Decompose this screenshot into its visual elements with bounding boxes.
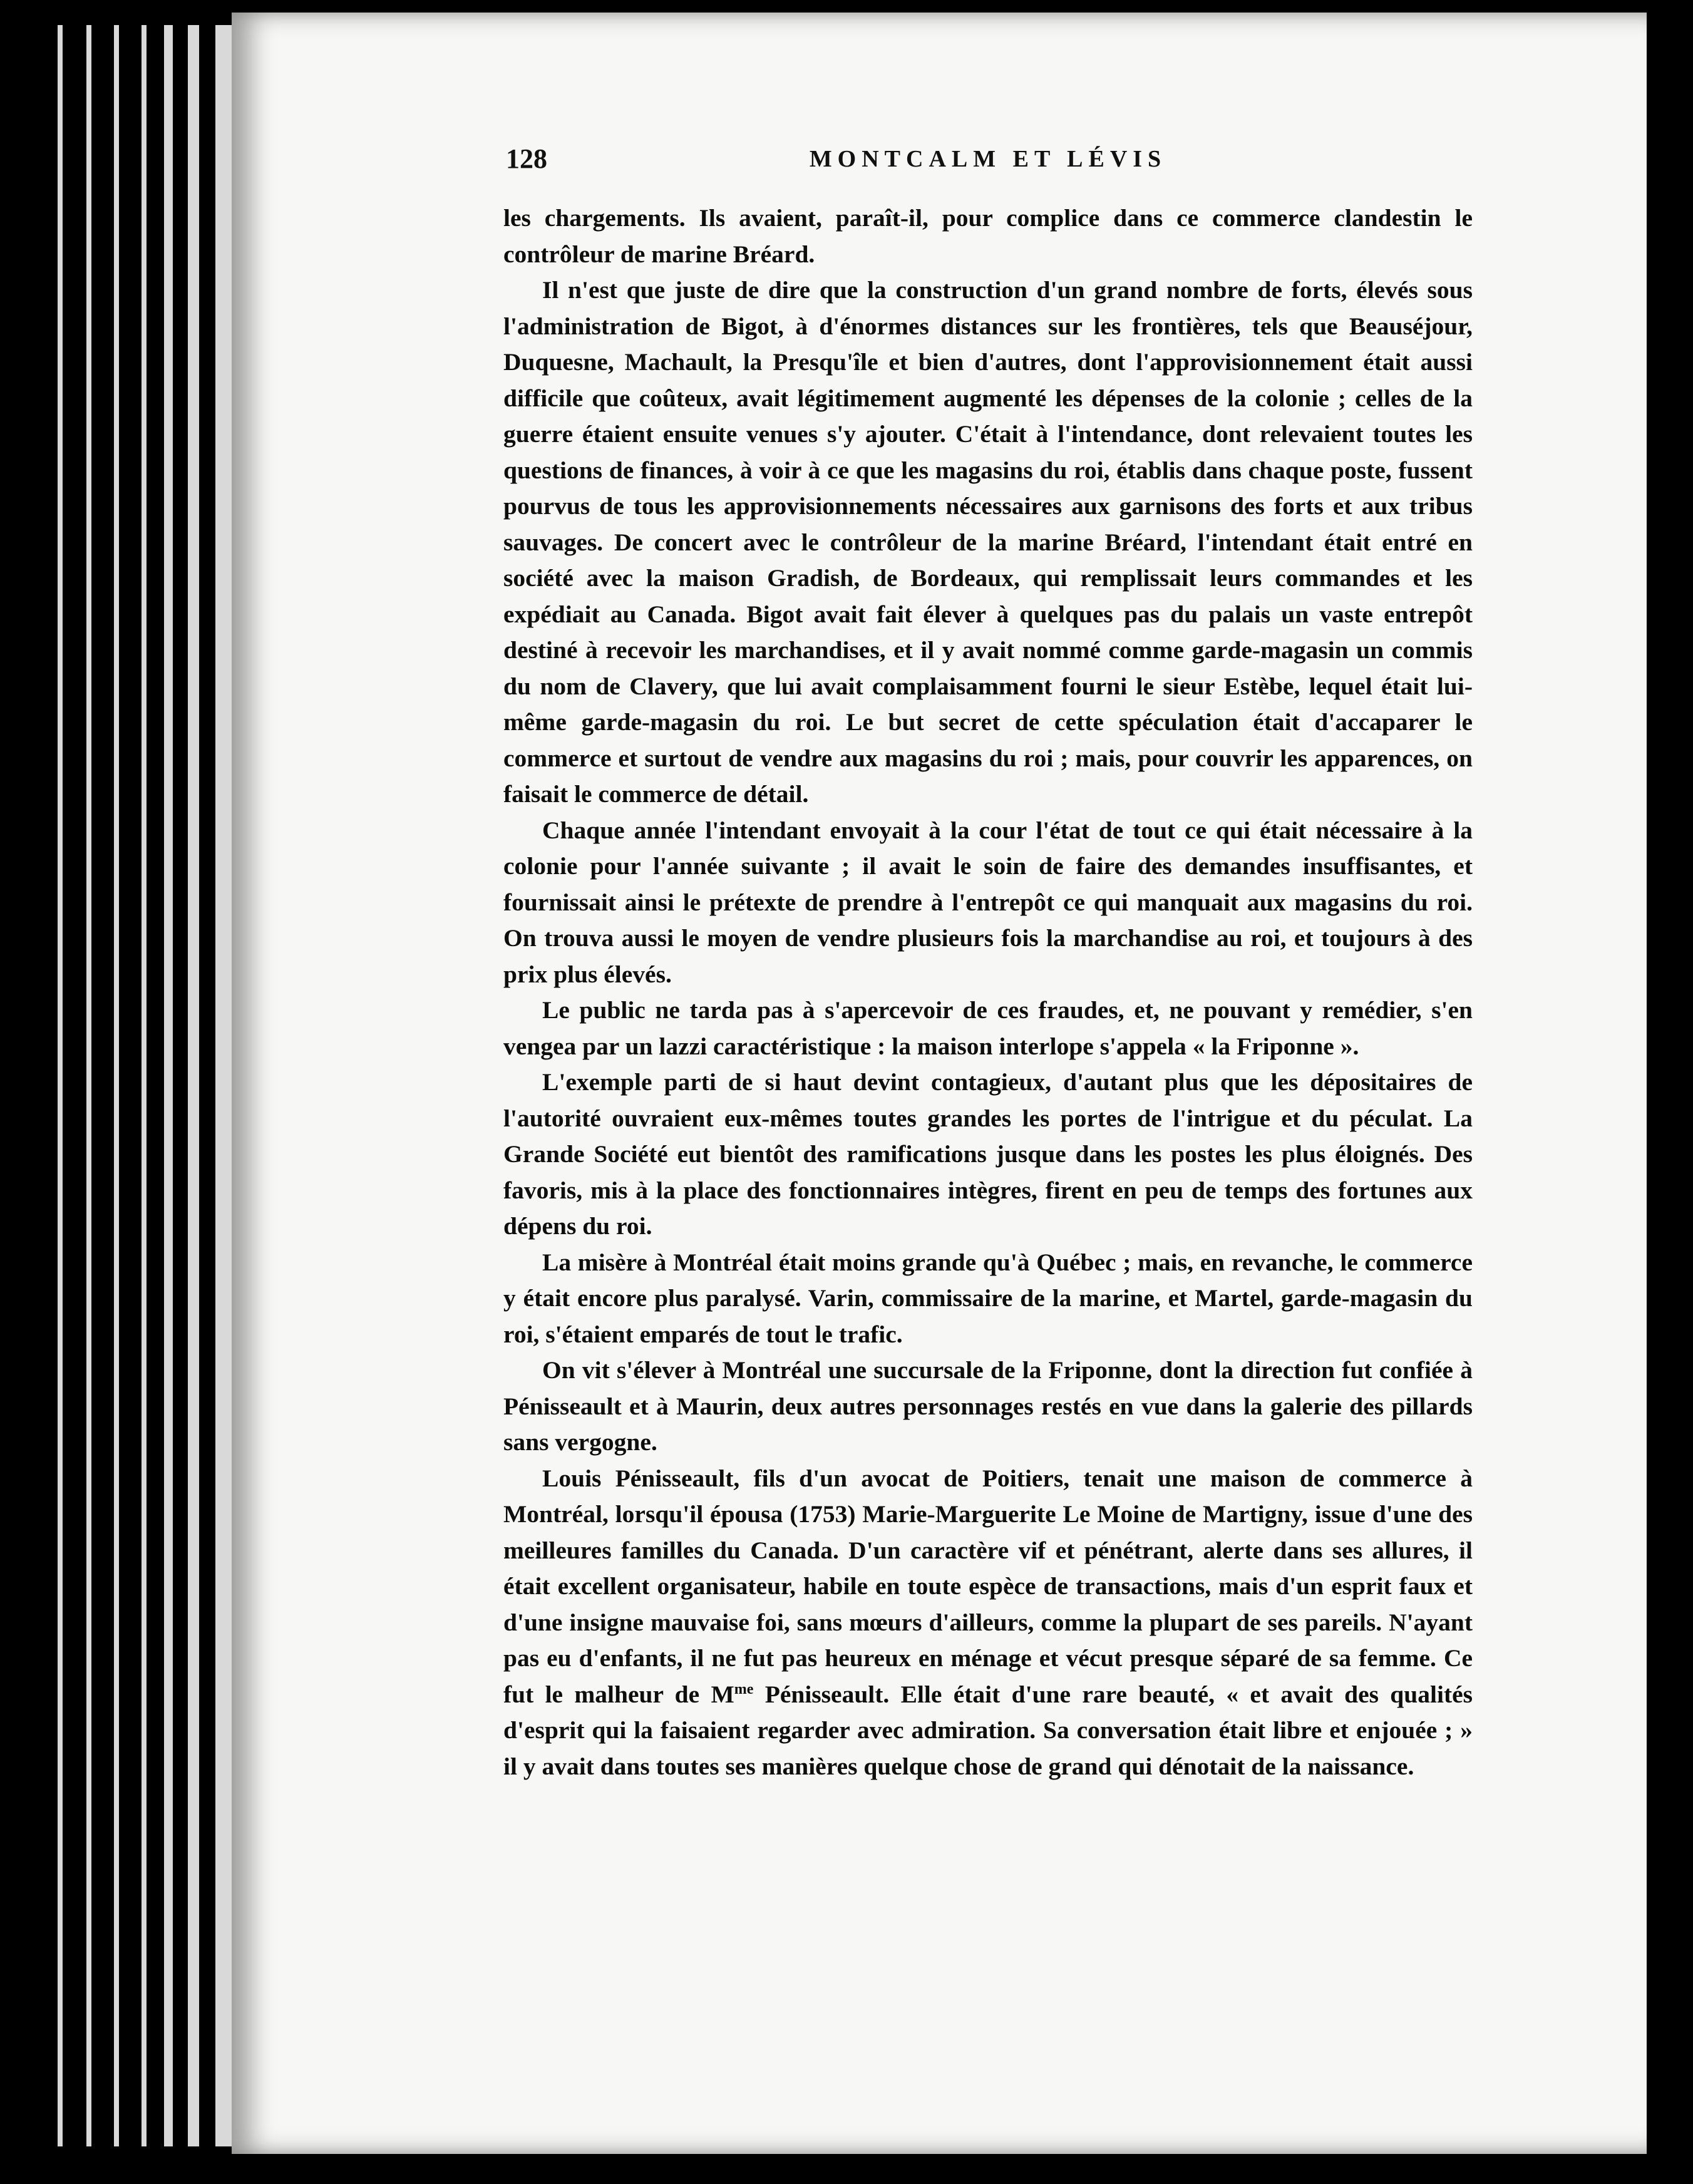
paragraph: les chargements. Ils avaient, paraît-il, pour complice dans ce commerce clandestin le contrôleur de marine Bréard. — [503, 204, 1473, 268]
superscript: me — [734, 1681, 754, 1697]
right-margin-edge — [1647, 0, 1693, 2184]
paragraph: Le public ne tarda pas à s'apercevoir de ces fraudes, et, ne pouvant y remédier, s'en vengea par un lazzi caractéristique : la maison interlope s'appela « la Friponne ». — [503, 996, 1473, 1060]
paragraph: La misère à Montréal était moins grande qu'à Québec ; mais, en revanche, le commerce y était encore plus paralysé. Varin, commissaire de la marine, et Martel, garde-magasin du roi, s'étaient emparés de tout le trafic. — [503, 1248, 1473, 1348]
page-header — [506, 143, 1470, 180]
text-segment: Louis Pénisseault, fils d'un avocat de Poitiers, tenait une maison de commerce à Montréal, lorsqu'il épousa (1753) Marie-Marguerite Le Moine de Martigny, issue d'une des meilleures familles du Canada. D'un caractère vif et pénétrant, alerte dans ses allures, il était excellent organisateur, habile en toute espèce de transactions, mais d'un esprit faux et d'une insigne mauvaise foi, sans mœurs d'ailleurs, comme la plupart de ses pareils. N'ayant pas eu d'enfants, il ne fut pas heureux en ménage et vécut presque séparé de sa femme. Ce fut le malheur de M — [503, 1464, 1473, 1708]
running-title: MONTCALM ET LÉVIS — [809, 146, 1167, 172]
paragraph: On vit s'élever à Montréal une succursale de la Friponne, dont la direction fut confiée à Pénisseault et à Maurin, deux autres personnages restés en vue dans la galerie des pillards sans vergogne. — [503, 1356, 1473, 1456]
paragraph: Il n'est que juste de dire que la construction d'un grand nombre de forts, élevés sous l'administration de Bigot, à d'énormes distances sur les frontières, tels que Beauséjour, Duquesne, Machault, la Presqu'île et bien d'autres, dont l'approvisionnement était aussi difficile que coûteux, avait légitimement augmenté les dépenses de la colonie ; celles de la guerre étaient ensuite venues s'y ajouter. C'était à l'intendance, dont relevaient toutes les questions de finances, à voir à ce que les magasins du roi, établis dans chaque poste, fussent pourvus de tous les approvisionnements nécessaires aux garnisons des forts et aux tribus sauvages. De concert avec le contrôleur de la marine Bréard, l'intendant était entré en société avec la maison Gradish, de Bordeaux, qui remplissait leurs commandes et les expédiait au Canada. Bigot avait fait élever à quelques pas du palais un vaste entrepôt destiné à recevoir les marchandises, et il y avait nommé comme garde-magasin un commis du nom de Clavery, que lui avait complaisamment fourni le sieur Estèbe, lequel était lui-même garde-magasin du roi. Le but secret de cette spéculation était d'accaparer le commerce et surtout de vendre aux magasins du roi ; mais, pour couvrir les apparences, on faisait le commerce de détail. — [503, 276, 1473, 808]
text-segment: Pénisseault. Elle était d'une rare beauté, « et avait des qualités d'esprit qui la faisaient regarder avec admiration. Sa conversation était libre et enjouée ; » il y avait dans toutes ses manières quelque chose de grand qui dénotait de la naissance. — [503, 1680, 1473, 1780]
body-text — [503, 200, 1473, 1785]
page-number: 128 — [506, 143, 547, 174]
paragraph: L'exemple parti de si haut devint contagieux, d'autant plus que les dépositaires de l'autorité ouvraient eux-mêmes toutes grandes les portes de l'intrigue et du péculat. La Grande Société eut bientôt des ramifications jusque dans les postes les plus éloignés. Des favoris, mis à la place des fonctionnaires intègres, firent en peu de temps des fortunes aux dépens du roi. — [503, 1068, 1473, 1240]
book-edge-stripes — [0, 0, 238, 2184]
paragraph: Chaque année l'intendant envoyait à la cour l'état de tout ce qui était nécessaire à la colonie pour l'année suivante ; il avait le soin de faire des demandes insuffisantes, et fournissait ainsi le prétexte de prendre à l'entrepôt ce qui manquait aux magasins du roi. On trouva aussi le moyen de vendre plusieurs fois la marchandise au roi, et toujours à des prix plus élevés. — [503, 816, 1473, 988]
paragraph-last — [503, 1461, 1473, 1785]
